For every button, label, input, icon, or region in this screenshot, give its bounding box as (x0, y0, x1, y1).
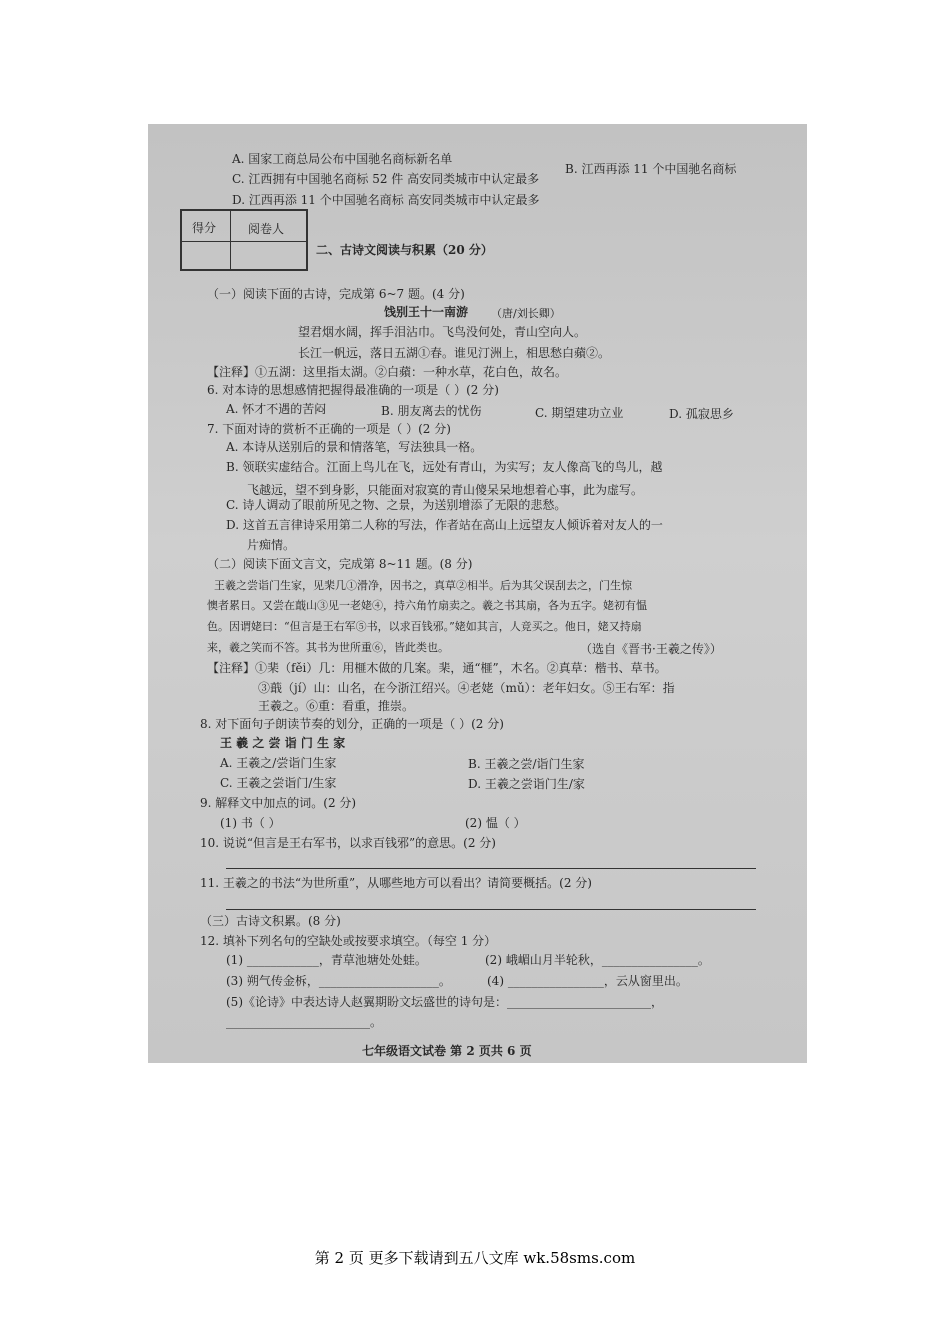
q7-option-d-line-1: D. 这首五言律诗采用第二人称的写法，作者站在高山上远望友人倾诉着对友人的一 (226, 518, 663, 532)
section2-title: 二、古诗文阅读与积累（20 分） (316, 243, 493, 257)
score-box (180, 209, 308, 271)
q6-stem: 6. 对本诗的思想感情把握得最准确的一项是（ ）(2 分) (207, 383, 499, 397)
part2-heading: （二）阅读下面文言文，完成第 8~11 题。(8 分) (207, 557, 473, 571)
q8-sentence: 王 羲 之 尝 诣 门 生 家 (220, 736, 346, 750)
q7-option-d-line-2: 片痴情。 (247, 538, 296, 552)
passage-note-2: ③蕺（jí）山：山名，在今浙江绍兴。④老姥（mǔ）：老年妇女。⑤王右军：指 (258, 681, 675, 695)
q11-answer-line (226, 909, 756, 910)
q9-word-2: (2) 愠（ ） (465, 816, 526, 830)
poem-line-1: 望君烟水阔，挥手泪沾巾。飞鸟没何处，青山空向人。 (298, 325, 587, 339)
passage-source: （选自《晋书·王羲之传》） (580, 642, 722, 656)
q9-stem: 9. 解释文中加点的词。(2 分) (200, 796, 357, 810)
q5-option-a: A. 国家工商总局公布中国驰名商标新名单 (232, 152, 453, 166)
q7-option-b-line-1: B. 领联实虚结合。江面上鸟儿在飞，远处有青山，为实写；友人像高飞的鸟儿，越 (226, 460, 663, 474)
score-label: 得分 (192, 221, 217, 235)
q8-option-d: D. 王羲之尝诣门生/家 (468, 777, 585, 791)
q5-option-b: B. 江西再添 11 个中国驰名商标 (565, 162, 737, 176)
exam-page-footer: 七年级语文试卷 第 2 页共 6 页 (362, 1044, 532, 1058)
score-box-divider (230, 211, 231, 269)
q7-stem: 7. 下面对诗的赏析不正确的一项是（ ）(2 分) (207, 422, 451, 436)
q12-line-5: (5)《论诗》中表达诗人赵翼期盼文坛盛世的诗句是：________________________， (226, 995, 664, 1009)
passage-note-1: 【注释】①棐（fěi）几：用榧木做的几案。棐，通“榧”，木名。②真草：楷书、草书。 (207, 661, 667, 675)
poem-title: 饯别王十一南游 (384, 305, 469, 319)
q8-option-a: A. 王羲之/尝诣门生家 (220, 756, 337, 770)
poem-notes: 【注释】①五湖：这里指太湖。②白蘋：一种水草，花白色，故名。 (207, 365, 568, 379)
q6-option-c: C. 期望建功立业 (535, 406, 624, 420)
q11-stem: 11. 王羲之的书法“为世所重”，从哪些地方可以看出？请简要概括。(2 分) (200, 876, 592, 890)
q12-line-6: ________________________。 (226, 1015, 383, 1029)
passage-line-4: 来，羲之笑而不答。其书为世所重⑥，皆此类也。 (207, 641, 449, 654)
q6-option-b: B. 朋友离去的忧伤 (381, 404, 482, 418)
q12-line-3: (3) 朔气传金柝，____________________。 (226, 974, 451, 988)
passage-note-3: 王羲之。⑥重：看重，推崇。 (258, 699, 415, 713)
poem-line-2: 长江一帆远，落日五湖①春。谁见汀洲上，相思愁白蘋②。 (298, 346, 611, 360)
site-footer: 第 2 页 更多下载请到五八文库 wk.58sms.com (314, 1249, 636, 1267)
q10-stem: 10. 说说“但言是王右军书，以求百钱邪”的意思。(2 分) (200, 836, 496, 850)
q5-option-d: D. 江西再添 11 个中国驰名商标 高安同类城市中认定最多 (232, 193, 540, 207)
score-box-row-divider (182, 241, 306, 242)
q8-option-c: C. 王羲之尝诣门/生家 (220, 776, 337, 790)
passage-line-3: 色。因谓姥曰：“但言是王右军⑤书，以求百钱邪。”姥如其言，人竞买之。他日，姥又持扇 (207, 620, 642, 633)
q9-word-1: (1) 书（ ） (220, 816, 281, 830)
q10-answer-line (226, 868, 756, 869)
q12-line-4: (4) ________________，云从窗里出。 (487, 974, 688, 988)
q7-option-c: C. 诗人调动了眼前所见之物、之景，为送别增添了无限的悲愁。 (226, 498, 567, 512)
part1-heading: （一）阅读下面的古诗，完成第 6~7 题。(4 分) (207, 287, 465, 301)
part3-heading: （三）古诗文积累。(8 分) (200, 914, 341, 928)
q8-option-b: B. 王羲之尝/诣门生家 (468, 757, 585, 771)
passage-line-2: 懊者累日。又尝在蕺山③见一老姥④，持六角竹扇卖之。羲之书其扇，各为五字。姥初有愠 (207, 599, 647, 612)
passage-line-1: 王羲之尝诣门生家，见棐几①滑净，因书之，真草②相半。后为其父误刮去之，门生惊 (214, 579, 632, 592)
q6-option-a: A. 怀才不遇的苦闷 (226, 402, 327, 416)
q8-stem: 8. 对下面句子朗读节奏的划分，正确的一项是（ ）(2 分) (200, 717, 504, 731)
q6-option-d: D. 孤寂思乡 (669, 407, 734, 421)
q5-option-c: C. 江西拥有中国驰名商标 52 件 高安同类城市中认定最多 (232, 172, 540, 186)
q7-option-b-line-2: 飞越远，望不到身影，只能面对寂寞的青山傻呆呆地想着心事，此为虚写。 (247, 483, 644, 497)
grader-label: 阅卷人 (248, 222, 285, 236)
q12-line-2: (2) 峨嵋山月半轮秋，________________。 (485, 953, 710, 967)
poem-author: （唐/刘长卿） (491, 307, 561, 320)
q12-line-1: (1) ____________，青草池塘处处蛙。 (226, 953, 427, 967)
q7-option-a: A. 本诗从送别后的景和情落笔，写法独具一格。 (226, 440, 483, 454)
q12-stem: 12. 填补下列名句的空缺处或按要求填空。（每空 1 分） (200, 934, 497, 948)
